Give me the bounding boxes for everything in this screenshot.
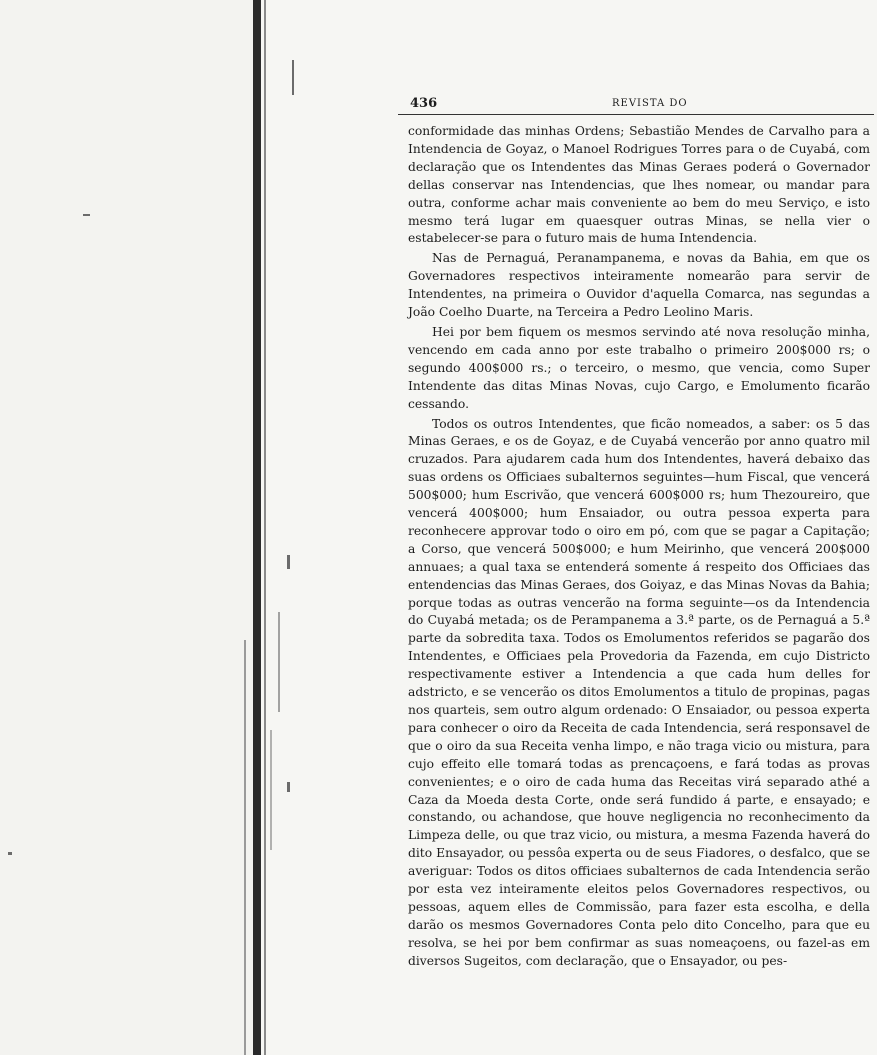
paragraph: Nas de Pernaguá, Peranampanema, e novas da Bahia, em que os Governadores respectivos inteiramente nomearão para servir de Intendentes, na primeira o Ouvidor d'aquella Comarca, nas segundas a João Coelho Duarte, na Terceira a Pedro Leolino Maris. — [408, 251, 870, 320]
running-title: REVISTA DO — [612, 98, 688, 109]
facing-page-margin — [0, 0, 255, 1055]
book-spine — [253, 0, 261, 1055]
page-body — [398, 115, 874, 971]
page-header — [398, 90, 874, 115]
page-fold-line — [244, 640, 246, 1055]
page-number: 436 — [410, 96, 438, 111]
paragraph: Hei por bem fiquem os mesmos servindo até nova resolução minha, vencendo em cada anno por este trabalho o primeiro 200$000 rs; o segundo 400$000 rs.; o terceiro, o mesmo, que vencia, como Super Intendente das ditas Minas Novas, cujo Cargo, e Emolumento ficarão cessando. — [408, 324, 870, 411]
book-spine-edge — [264, 0, 266, 1055]
paragraph: conformidade das minhas Ordens; Sebastião Mendes de Carvalho para a Intendencia de Goyaz, o Manoel Rodrigues Torres para o de Cuyabá, com declaração que os Intendentes das Minas Geraes poderá o Governador dellas conservar nas Intendencias, que lhes nomear, ou mandar para outra, conforme achar mais conveniente ao bem do meu Serviço, e isto mesmo terá lugar em quaesquer outras Minas, se nella vier o estabelecer-se para o futuro mais de huma Intendencia. — [408, 124, 870, 246]
scan-artifact — [8, 852, 12, 855]
scan-artifact — [83, 214, 90, 216]
scan-artifact — [270, 730, 272, 850]
book-page — [398, 90, 874, 968]
scan-artifact — [292, 60, 294, 95]
scan-artifact — [287, 782, 290, 792]
scan-artifact — [287, 555, 290, 569]
paragraph: Todos os outros Intendentes, que ficão nomeados, a saber: os 5 das Minas Geraes, e os de Goyaz, e de Cuyabá vencerão por anno quatro mil cruzados. Para ajudarem cada hum dos Intendentes, haverá debaixo das suas ordens os Officiaes subalternos seguintes—hum Fiscal, que vencerá 500$000; hum Escrivão, que vencerá 600$000 rs; hum Thezoureiro, que vencerá 400$000; hum Ensaiador, ou outra pessoa experta para reconhecere approvar todo o oiro em pó, com que se pagar a Capitação; a Corso, que vencerá 500$000; e hum Meirinho, que vencerá 200$000 annuaes; a qual taxa se entenderá somente á respeito dos Officiaes das entendencias das Minas Geraes, dos Goiyaz, e das Minas Novas da Bahia; porque todas as outras vencerão na forma seguinte—os da Intendencia do Cuyabá metada; os de Perampanema a 3.ª parte, os de Pernaguá a 5.ª parte da sobredita taxa. Todos os Emolumentos referidos se pagarão dos Intendentes, e Officiaes pela Provedoria da Fazenda, em cujo Districto respectivamente estiver a Intendencia a que cada hum delles for adstricto, e se vencerão os ditos Emolumentos a titulo de propinas, pagas nos quarteis, sem outro algum ordenado: O Ensaiador, ou pessoa experta para conhecer o oiro da Receita de cada Intendencia, será responsavel de que o oiro da sua Receita venha limpo, e não traga vicio ou mistura, para cujo effeito elle tomará todas as prencaçoens, e fará todas as provas convenientes; e o oiro de cada huma das Receitas virá separado athé a Caza da Moeda desta Corte, onde será fundido á parte, e ensayado; e constando, ou achandose, que houve negligencia no reconhecimento da Limpeza delle, ou que traz vicio, ou mistura, a mesma Fazenda haverá do dito Ensayador, ou pessôa experta ou de seus Fiadores, o desfalco, que se averiguar: Todos os ditos officiaes subalternos de cada Intendencia serão por esta vez inteiramente eleitos pelos Governadores respectivos, ou pessoas, aquem elles de Commissão, para fazer esta escolha, e della darão os mesmos Governadores Conta pelo dito Concelho, para que eu resolva, se hei por bem confirmar as suas nomeaçoens, ou fazel-as em diversos Sugeitos, com declaração, que o Ensayador, ou pes- — [408, 416, 871, 968]
scan-artifact — [278, 612, 280, 712]
